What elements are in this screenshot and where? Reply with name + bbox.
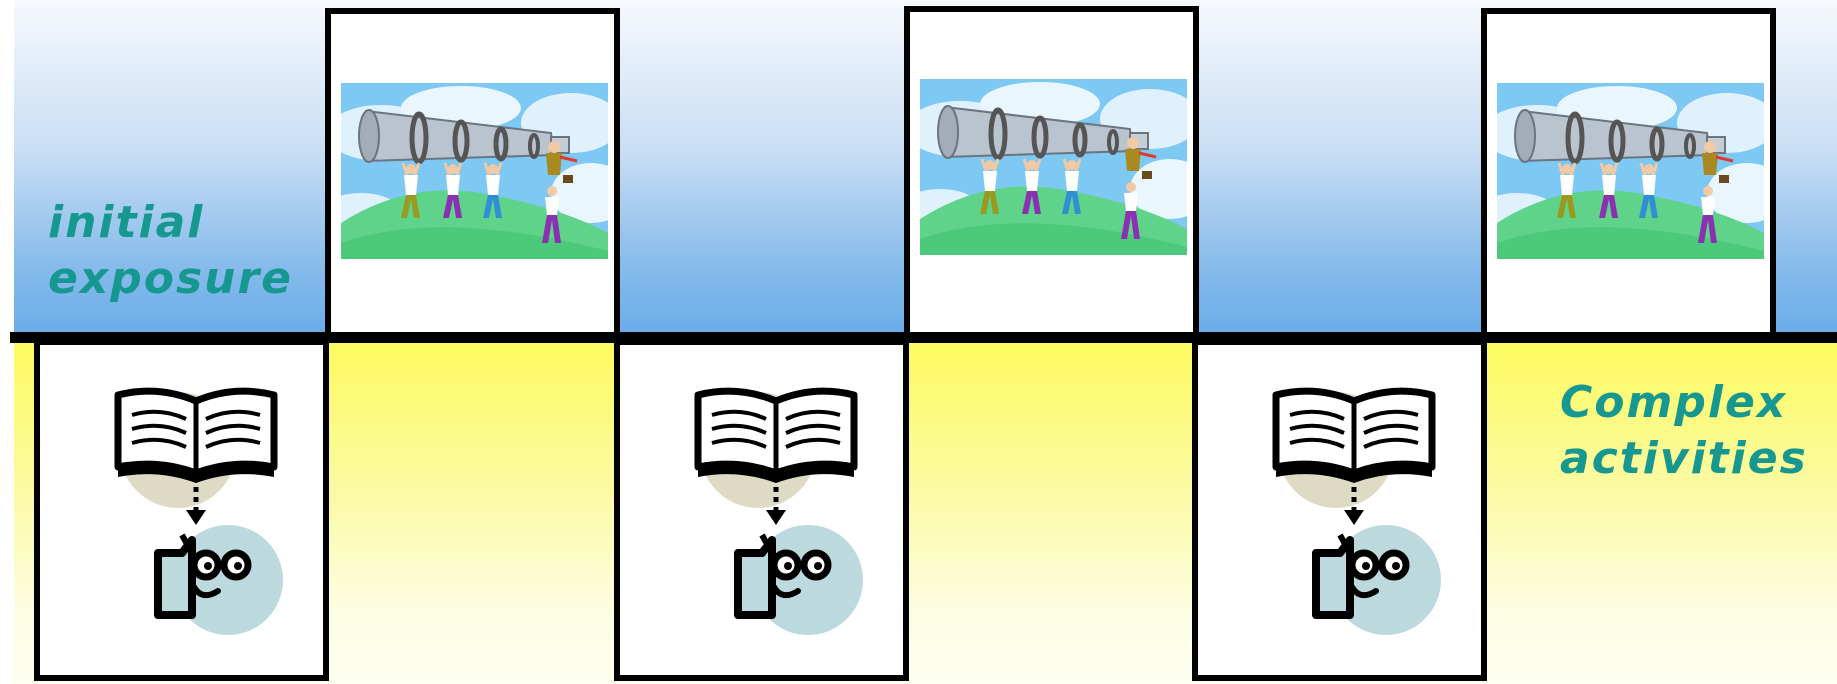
telescope-team-icon: [920, 79, 1187, 255]
book-to-learner-icon: [688, 375, 868, 645]
exposure-card-2: [904, 6, 1199, 339]
complex-activities-label: [1560, 375, 1808, 487]
complex-activities-line-2: activities: [1560, 433, 1808, 484]
book-to-learner-icon: [108, 375, 288, 645]
exposure-card-1: [325, 8, 620, 341]
initial-exposure-line-1: initial: [48, 197, 205, 248]
telescope-team-icon: [1497, 83, 1764, 259]
initial-exposure-label: [48, 195, 293, 307]
book-to-learner-icon: [1266, 375, 1446, 645]
exposure-card-3: [1481, 8, 1776, 341]
activity-card-1: [34, 339, 329, 681]
telescope-team-icon: [341, 83, 608, 259]
initial-exposure-line-2: exposure: [48, 253, 294, 304]
activity-card-3: [1192, 339, 1487, 681]
activity-card-2: [614, 339, 909, 681]
complex-activities-line-1: Complex: [1560, 377, 1788, 428]
